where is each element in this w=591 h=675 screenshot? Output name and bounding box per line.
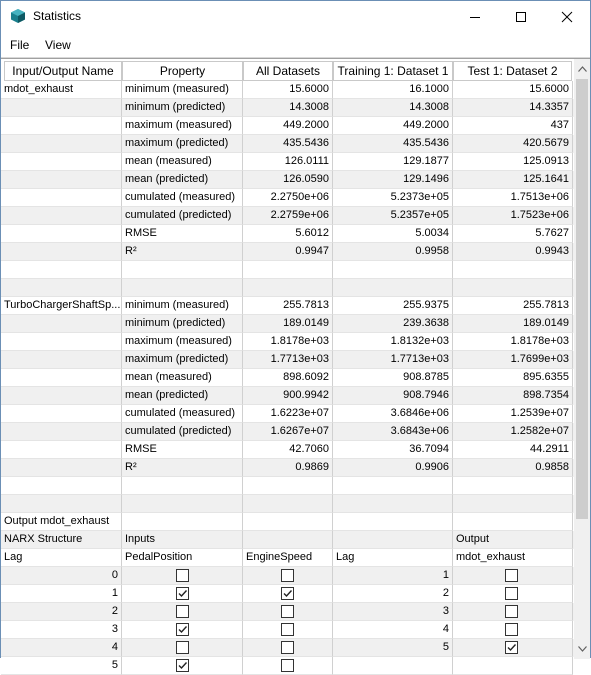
cube-icon (10, 8, 26, 24)
io-name-cell[interactable] (1, 207, 122, 225)
output-lag-value[interactable]: 5 (333, 639, 453, 657)
test-cell[interactable]: 125.0913 (453, 153, 573, 171)
lag-checkbox[interactable] (505, 623, 518, 636)
test-cell[interactable]: 1.2582e+07 (453, 423, 573, 441)
engine-check-cell[interactable] (243, 621, 333, 639)
test-cell[interactable]: 1.8178e+03 (453, 333, 573, 351)
training-cell[interactable]: 908.7946 (333, 387, 453, 405)
narx-output-col-label[interactable]: Output (453, 531, 573, 549)
empty-cell[interactable] (333, 261, 453, 279)
narx-structure-row[interactable] (1, 531, 574, 549)
empty-cell[interactable] (243, 477, 333, 495)
table-row[interactable] (1, 153, 574, 171)
checkmark-icon (506, 642, 517, 653)
empty-cell[interactable] (1, 279, 122, 297)
io-name-cell[interactable] (1, 387, 122, 405)
property-cell[interactable]: RMSE (122, 441, 243, 459)
training-cell[interactable]: 14.3008 (333, 99, 453, 117)
input-lag-value[interactable]: 3 (1, 621, 122, 639)
pedal-check-cell[interactable] (122, 621, 243, 639)
narx-inputs-label[interactable]: Inputs (122, 531, 243, 549)
all-datasets-cell[interactable]: 5.6012 (243, 225, 333, 243)
pedal-check-cell[interactable] (122, 603, 243, 621)
empty-cell[interactable] (1, 477, 122, 495)
all-datasets-cell[interactable]: 0.9869 (243, 459, 333, 477)
table-row[interactable] (1, 81, 574, 99)
training-cell[interactable]: 1.7713e+03 (333, 351, 453, 369)
training-cell[interactable]: 3.6846e+06 (333, 405, 453, 423)
test-cell[interactable]: 15.6000 (453, 81, 573, 99)
empty-cell[interactable] (243, 261, 333, 279)
property-cell[interactable]: minimum (predicted) (122, 99, 243, 117)
property-cell[interactable]: minimum (measured) (122, 81, 243, 99)
io-name-cell[interactable] (1, 189, 122, 207)
training-cell[interactable]: 5.2373e+05 (333, 189, 453, 207)
empty-cell[interactable] (122, 513, 243, 531)
window-title: Statistics (33, 9, 82, 23)
all-datasets-cell[interactable]: 126.0590 (243, 171, 333, 189)
property-cell[interactable]: cumulated (predicted) (122, 207, 243, 225)
lag-checkbox[interactable] (281, 623, 294, 636)
table-row[interactable] (1, 243, 574, 261)
training-cell[interactable]: 908.8785 (333, 369, 453, 387)
lag-checkbox[interactable] (176, 605, 189, 618)
lag-checkbox[interactable] (176, 569, 189, 582)
training-cell[interactable]: 1.8132e+03 (333, 333, 453, 351)
input-lag-value[interactable]: 2 (1, 603, 122, 621)
output-check-cell[interactable] (453, 639, 573, 657)
io-name-cell[interactable]: mdot_exhaust (1, 81, 122, 99)
checkmark-icon (177, 624, 188, 635)
training-cell[interactable]: 435.5436 (333, 135, 453, 153)
scroll-thumb[interactable] (576, 79, 588, 519)
test-cell[interactable]: 1.7523e+06 (453, 207, 573, 225)
chevron-down-icon (578, 646, 587, 652)
title-bar[interactable] (1, 1, 590, 32)
menu-file[interactable]: File (10, 38, 30, 52)
maximize-button[interactable] (498, 1, 544, 32)
property-cell[interactable]: R² (122, 243, 243, 261)
checkmark-icon (282, 588, 293, 599)
io-name-cell[interactable] (1, 459, 122, 477)
property-cell[interactable]: cumulated (measured) (122, 405, 243, 423)
pedal-check-cell[interactable] (122, 567, 243, 585)
column-header-name[interactable]: Input/Output Name (4, 61, 122, 81)
output-lag-value[interactable]: 3 (333, 603, 453, 621)
property-cell[interactable]: cumulated (measured) (122, 189, 243, 207)
property-cell[interactable]: mean (measured) (122, 369, 243, 387)
table-row[interactable] (1, 171, 574, 189)
table-row[interactable] (1, 423, 574, 441)
test-cell[interactable]: 898.7354 (453, 387, 573, 405)
table-row[interactable] (1, 117, 574, 135)
minimize-icon (470, 12, 480, 22)
column-header-test[interactable]: Test 1: Dataset 2 (453, 61, 572, 81)
lag-checkbox[interactable] (505, 641, 518, 654)
property-cell[interactable]: mean (measured) (122, 153, 243, 171)
output-lag-value[interactable]: 2 (333, 585, 453, 603)
empty-cell[interactable] (1, 495, 122, 513)
input-name-pedal[interactable]: PedalPosition (122, 549, 243, 567)
empty-row[interactable] (1, 279, 574, 297)
lag-checkbox[interactable] (176, 659, 189, 672)
checkmark-icon (177, 588, 188, 599)
scroll-up-arrow[interactable] (574, 61, 590, 77)
input-lag-value[interactable]: 1 (1, 585, 122, 603)
pedal-check-cell[interactable] (122, 639, 243, 657)
narx-lag-row[interactable] (1, 657, 574, 675)
output-check-cell[interactable] (453, 567, 573, 585)
engine-check-cell[interactable] (243, 585, 333, 603)
statistics-grid[interactable] (1, 58, 590, 671)
all-datasets-cell[interactable]: 15.6000 (243, 81, 333, 99)
lag-checkbox[interactable] (281, 641, 294, 654)
io-name-cell[interactable] (1, 243, 122, 261)
all-datasets-cell[interactable]: 189.0149 (243, 315, 333, 333)
table-row[interactable] (1, 207, 574, 225)
test-cell[interactable]: 420.5679 (453, 135, 573, 153)
test-cell[interactable]: 255.7813 (453, 297, 573, 315)
table-row[interactable] (1, 369, 574, 387)
training-cell[interactable]: 449.2000 (333, 117, 453, 135)
narx-lag-row[interactable] (1, 585, 574, 603)
io-name-cell[interactable] (1, 369, 122, 387)
vertical-scrollbar[interactable] (574, 59, 590, 659)
table-row[interactable] (1, 459, 574, 477)
all-datasets-cell[interactable]: 1.7713e+03 (243, 351, 333, 369)
training-cell[interactable]: 5.0034 (333, 225, 453, 243)
training-cell[interactable]: 5.2357e+05 (333, 207, 453, 225)
empty-cell[interactable] (453, 513, 573, 531)
narx-structure-label[interactable]: NARX Structure (1, 531, 122, 549)
io-name-cell[interactable] (1, 315, 122, 333)
empty-cell[interactable] (453, 495, 573, 513)
training-cell[interactable]: 239.3638 (333, 315, 453, 333)
table-row[interactable] (1, 297, 574, 315)
training-cell[interactable]: 0.9906 (333, 459, 453, 477)
table-row[interactable] (1, 333, 574, 351)
io-name-cell[interactable] (1, 423, 122, 441)
training-cell[interactable]: 0.9958 (333, 243, 453, 261)
table-row[interactable] (1, 225, 574, 243)
output-check-cell[interactable] (453, 585, 573, 603)
property-cell[interactable]: mean (predicted) (122, 171, 243, 189)
property-cell[interactable]: RMSE (122, 225, 243, 243)
output-lag-value[interactable] (333, 657, 453, 675)
table-row[interactable] (1, 189, 574, 207)
empty-cell[interactable] (333, 477, 453, 495)
property-cell[interactable]: R² (122, 459, 243, 477)
input-lag-value[interactable]: 5 (1, 657, 122, 675)
all-datasets-cell[interactable]: 900.9942 (243, 387, 333, 405)
table-row[interactable] (1, 315, 574, 333)
io-name-cell[interactable] (1, 135, 122, 153)
input-lag-value[interactable]: 0 (1, 567, 122, 585)
output-name[interactable]: mdot_exhaust (453, 549, 573, 567)
pedal-check-cell[interactable] (122, 657, 243, 675)
close-icon (562, 12, 572, 22)
table-row[interactable] (1, 99, 574, 117)
training-cell[interactable]: 129.1496 (333, 171, 453, 189)
empty-cell[interactable] (122, 495, 243, 513)
io-name-cell[interactable] (1, 333, 122, 351)
io-name-cell[interactable] (1, 225, 122, 243)
test-cell[interactable]: 895.6355 (453, 369, 573, 387)
all-datasets-cell[interactable]: 2.2750e+06 (243, 189, 333, 207)
training-cell[interactable]: 255.9375 (333, 297, 453, 315)
io-name-cell[interactable] (1, 441, 122, 459)
io-name-cell[interactable] (1, 99, 122, 117)
narx-lag-row[interactable] (1, 621, 574, 639)
narx-output-label[interactable]: Output mdot_exhaust (1, 513, 122, 531)
table-row[interactable] (1, 405, 574, 423)
column-header-all-datasets[interactable]: All Datasets (243, 61, 333, 81)
all-datasets-cell[interactable]: 1.8178e+03 (243, 333, 333, 351)
test-cell[interactable]: 125.1641 (453, 171, 573, 189)
output-lag-header[interactable]: Lag (333, 549, 453, 567)
narx-lag-row[interactable] (1, 639, 574, 657)
close-button[interactable] (544, 1, 590, 32)
narx-output-row[interactable] (1, 513, 574, 531)
io-name-cell[interactable] (1, 117, 122, 135)
empty-row[interactable] (1, 261, 574, 279)
all-datasets-cell[interactable]: 2.2759e+06 (243, 207, 333, 225)
maximize-icon (516, 12, 526, 22)
lag-checkbox[interactable] (176, 641, 189, 654)
empty-cell[interactable] (122, 279, 243, 297)
engine-check-cell[interactable] (243, 567, 333, 585)
io-name-cell[interactable] (1, 171, 122, 189)
empty-row[interactable] (1, 477, 574, 495)
lag-checkbox[interactable] (505, 605, 518, 618)
scroll-down-arrow[interactable] (574, 641, 590, 657)
lag-checkbox[interactable] (176, 587, 189, 600)
chevron-up-icon (578, 66, 587, 72)
lag-checkbox[interactable] (281, 587, 294, 600)
test-cell[interactable]: 437 (453, 117, 573, 135)
test-cell[interactable]: 0.9943 (453, 243, 573, 261)
engine-check-cell[interactable] (243, 603, 333, 621)
lag-checkbox[interactable] (505, 569, 518, 582)
empty-cell[interactable] (333, 279, 453, 297)
narx-lag-row[interactable] (1, 567, 574, 585)
narx-lag-row[interactable] (1, 603, 574, 621)
output-lag-value[interactable]: 1 (333, 567, 453, 585)
all-datasets-cell[interactable]: 435.5436 (243, 135, 333, 153)
test-cell[interactable]: 44.2911 (453, 441, 573, 459)
empty-cell[interactable] (122, 477, 243, 495)
empty-cell[interactable] (453, 279, 573, 297)
all-datasets-cell[interactable]: 126.0111 (243, 153, 333, 171)
input-name-engine[interactable]: EngineSpeed (243, 549, 333, 567)
training-cell[interactable]: 129.1877 (333, 153, 453, 171)
empty-cell[interactable] (453, 477, 573, 495)
test-cell[interactable]: 189.0149 (453, 315, 573, 333)
column-header-training[interactable]: Training 1: Dataset 1 (333, 61, 453, 81)
io-name-cell[interactable]: TurboChargerShaftSp... (1, 297, 122, 315)
test-cell[interactable]: 0.9858 (453, 459, 573, 477)
empty-row[interactable] (1, 495, 574, 513)
input-lag-value[interactable]: 4 (1, 639, 122, 657)
training-cell[interactable]: 16.1000 (333, 81, 453, 99)
table-row[interactable] (1, 135, 574, 153)
property-cell[interactable]: minimum (predicted) (122, 315, 243, 333)
minimize-button[interactable] (452, 1, 498, 32)
empty-cell[interactable] (122, 261, 243, 279)
empty-cell[interactable] (243, 531, 333, 549)
column-header-property[interactable]: Property (122, 61, 243, 81)
lag-checkbox[interactable] (505, 587, 518, 600)
training-cell[interactable]: 36.7094 (333, 441, 453, 459)
lag-checkbox[interactable] (281, 605, 294, 618)
property-cell[interactable]: maximum (measured) (122, 333, 243, 351)
menu-bar (1, 32, 590, 57)
all-datasets-cell[interactable]: 449.2000 (243, 117, 333, 135)
table-row[interactable] (1, 351, 574, 369)
output-check-cell[interactable] (453, 603, 573, 621)
io-name-cell[interactable] (1, 153, 122, 171)
all-datasets-cell[interactable]: 898.6092 (243, 369, 333, 387)
table-row[interactable] (1, 441, 574, 459)
grid-header (1, 61, 574, 81)
all-datasets-cell[interactable]: 0.9947 (243, 243, 333, 261)
empty-cell[interactable] (1, 261, 122, 279)
output-check-cell[interactable] (453, 657, 573, 675)
test-cell[interactable]: 14.3357 (453, 99, 573, 117)
test-cell[interactable]: 1.7699e+03 (453, 351, 573, 369)
property-cell[interactable]: maximum (predicted) (122, 351, 243, 369)
lag-checkbox[interactable] (281, 569, 294, 582)
empty-cell[interactable] (453, 261, 573, 279)
training-cell[interactable]: 3.6843e+06 (333, 423, 453, 441)
all-datasets-cell[interactable]: 14.3008 (243, 99, 333, 117)
empty-cell[interactable] (243, 513, 333, 531)
empty-cell[interactable] (333, 531, 453, 549)
lag-checkbox[interactable] (176, 623, 189, 636)
all-datasets-cell[interactable]: 42.7060 (243, 441, 333, 459)
io-name-cell[interactable] (1, 405, 122, 423)
io-name-cell[interactable] (1, 351, 122, 369)
empty-cell[interactable] (333, 495, 453, 513)
output-check-cell[interactable] (453, 621, 573, 639)
checkmark-icon (177, 660, 188, 671)
pedal-check-cell[interactable] (122, 585, 243, 603)
test-cell[interactable]: 1.2539e+07 (453, 405, 573, 423)
property-cell[interactable]: maximum (predicted) (122, 135, 243, 153)
table-row[interactable] (1, 387, 574, 405)
property-cell[interactable]: mean (predicted) (122, 387, 243, 405)
property-cell[interactable]: maximum (measured) (122, 117, 243, 135)
all-datasets-cell[interactable]: 1.6223e+07 (243, 405, 333, 423)
engine-check-cell[interactable] (243, 657, 333, 675)
empty-cell[interactable] (333, 513, 453, 531)
engine-check-cell[interactable] (243, 639, 333, 657)
test-cell[interactable]: 1.7513e+06 (453, 189, 573, 207)
menu-view[interactable]: View (45, 38, 71, 52)
output-lag-value[interactable]: 4 (333, 621, 453, 639)
empty-cell[interactable] (243, 495, 333, 513)
empty-cell[interactable] (243, 279, 333, 297)
property-cell[interactable]: cumulated (predicted) (122, 423, 243, 441)
property-cell[interactable]: minimum (measured) (122, 297, 243, 315)
narx-lag-header-row[interactable] (1, 549, 574, 567)
lag-checkbox[interactable] (281, 659, 294, 672)
all-datasets-cell[interactable]: 1.6267e+07 (243, 423, 333, 441)
test-cell[interactable]: 5.7627 (453, 225, 573, 243)
all-datasets-cell[interactable]: 255.7813 (243, 297, 333, 315)
input-lag-header[interactable]: Lag (1, 549, 122, 567)
